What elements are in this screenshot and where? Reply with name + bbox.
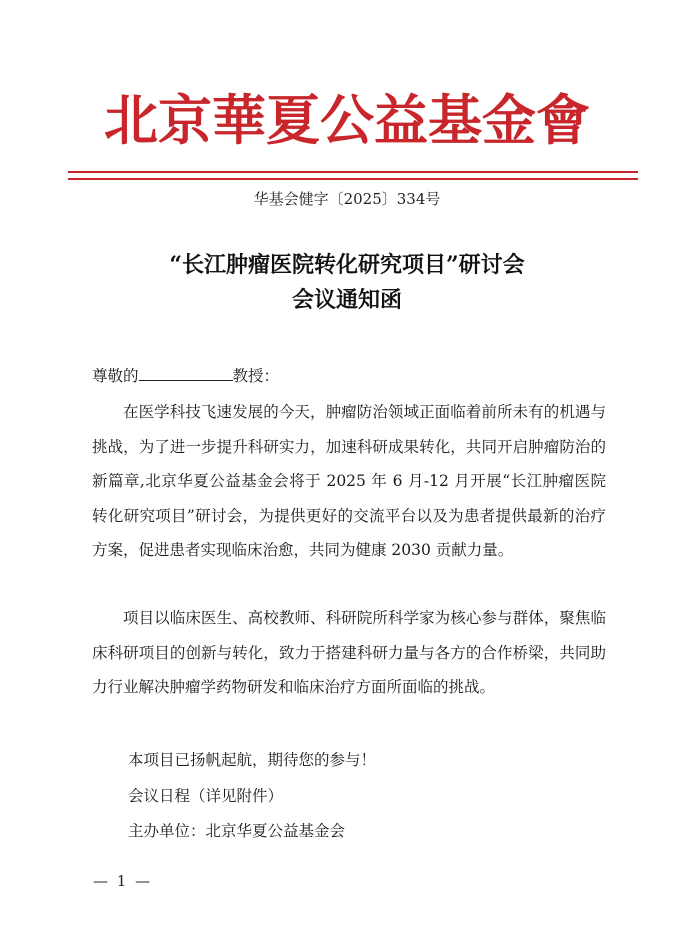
organizer-line: 主办单位：北京华夏公益基金会 [128, 822, 346, 840]
name-blank-line [139, 366, 233, 381]
letterhead-rule-top [68, 171, 638, 173]
document-subtitle: 会议通知函 [291, 287, 402, 313]
salutation-prefix: 尊敬的 [92, 367, 139, 385]
document-title: “长江肿瘤医院转化研究项目”研讨会 [169, 252, 525, 278]
salutation [92, 359, 606, 394]
letterhead-rule-bottom [68, 178, 638, 180]
document-number: 华基会健字〔2025〕334号 [253, 190, 441, 208]
paragraph-text: 项目以临床医生、高校教师、科研院所科学家为核心参与群体，聚焦临床科研项目的创新与转化，致力于搭建科研力量与各方的合作桥梁，共同助力行业解决肿瘤学药物研发和临床治疗方面所面临的挑战。 [92, 609, 606, 696]
salutation-suffix: 教授： [232, 367, 280, 385]
organization-letterhead: 北京華夏公益基金會 [104, 88, 590, 152]
schedule-line: 会议日程（详见附件） [128, 787, 284, 805]
launch-line: 本项目已扬帆起航，期待您的参与！ [128, 751, 377, 769]
page-number: — 1 — [93, 872, 153, 890]
body-paragraph-1 [92, 395, 606, 568]
paragraph-text: 在医学科技飞速发展的今天，肿瘤防治领域正面临着前所未有的机遇与挑战，为了进一步提升科研实力，加速科研成果转化，共同开启肿瘤防治的新篇章,北京华夏公益基金会将于 2025 年 6 月-12 月开展“长江肿瘤医院转化研究项目”研讨会，为提供更好的交流平台以及为患者提供最新的治疗方案，促进患者实现临床治愈，共同为健康 2030 贡献力量。 [92, 403, 606, 559]
body-paragraph-2 [92, 601, 606, 705]
